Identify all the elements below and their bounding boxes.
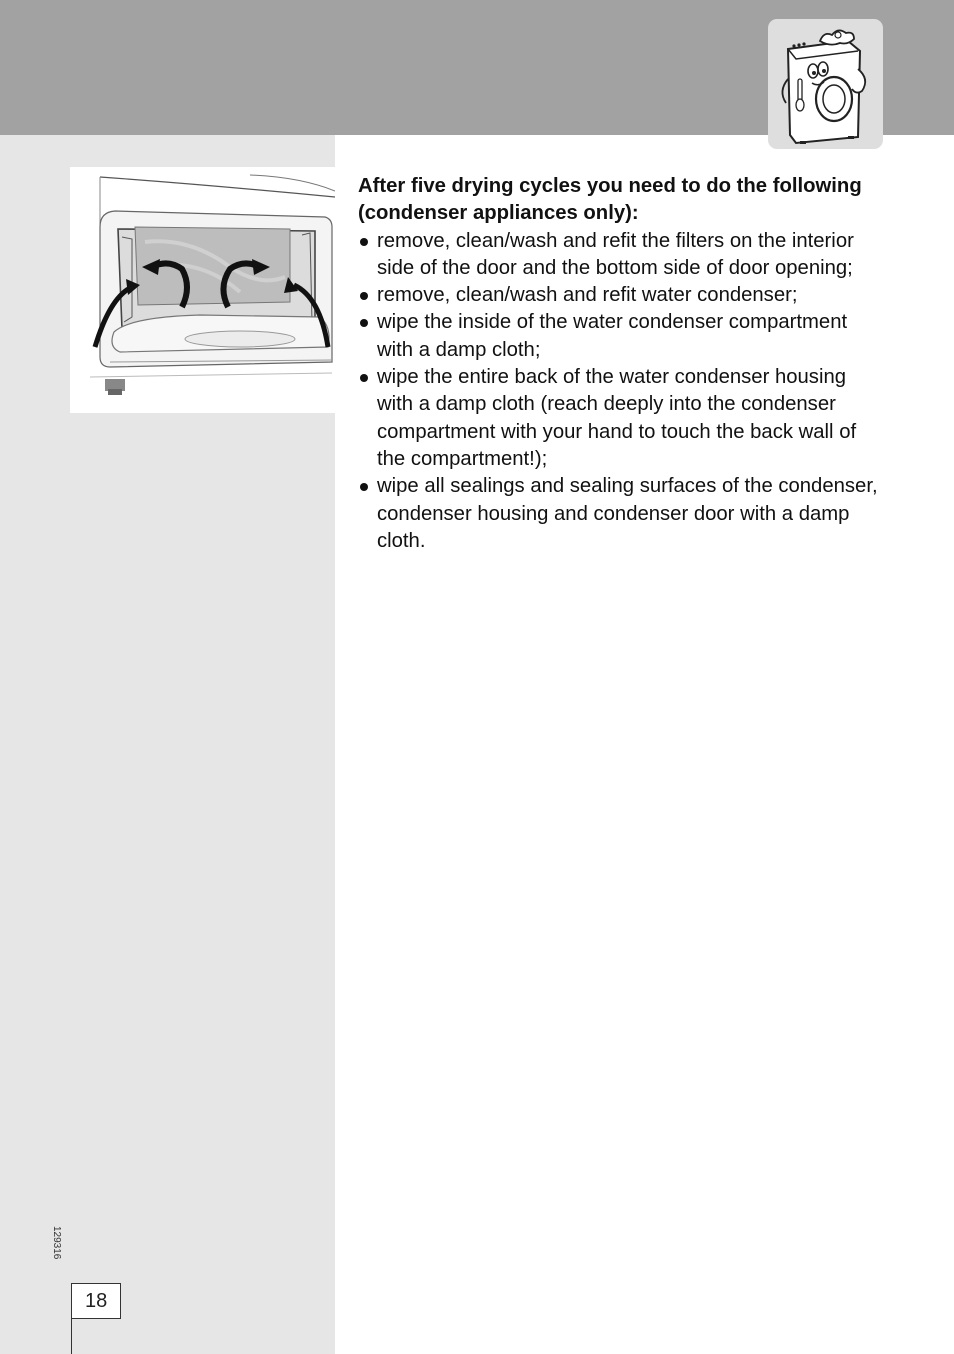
page-number: 18 — [71, 1283, 121, 1319]
list-item — [358, 282, 878, 309]
mascot-badge — [768, 19, 883, 149]
bullet-icon — [360, 292, 368, 300]
list-item-text: remove, clean/wash and refit water condenser; — [377, 284, 798, 307]
document-code: 129316 — [51, 1226, 62, 1260]
illustration-panel — [70, 167, 335, 413]
list-item — [358, 309, 878, 364]
instructions-list — [358, 228, 878, 556]
list-item — [358, 473, 878, 555]
list-item-text: remove, clean/wash and refit the filters on the interior side of the door and the bottom side of door opening; — [377, 229, 854, 279]
washing-machine-mascot-icon — [768, 19, 883, 149]
list-item-text: wipe the inside of the water condenser compartment with a damp cloth; — [377, 311, 848, 361]
bullet-icon — [360, 374, 368, 382]
bullet-icon — [360, 238, 368, 246]
bullet-icon — [360, 319, 368, 327]
list-item — [358, 228, 878, 283]
instructions-heading: After five drying cycles you need to do the following (condenser appliances only): — [358, 175, 862, 225]
bullet-icon — [360, 483, 368, 491]
condenser-compartment-illustration — [70, 167, 335, 413]
instructions-section — [358, 173, 878, 555]
page-number-divider — [71, 1319, 72, 1354]
list-item — [358, 364, 878, 473]
list-item-text: wipe all sealings and sealing surfaces of the condenser, condenser housing and condenser door with a damp cloth. — [377, 475, 878, 552]
list-item-text: wipe the entire back of the water condenser housing with a damp cloth (reach deeply into the condenser compartment with your hand to touch the back wall of the compartment!); — [377, 366, 857, 470]
